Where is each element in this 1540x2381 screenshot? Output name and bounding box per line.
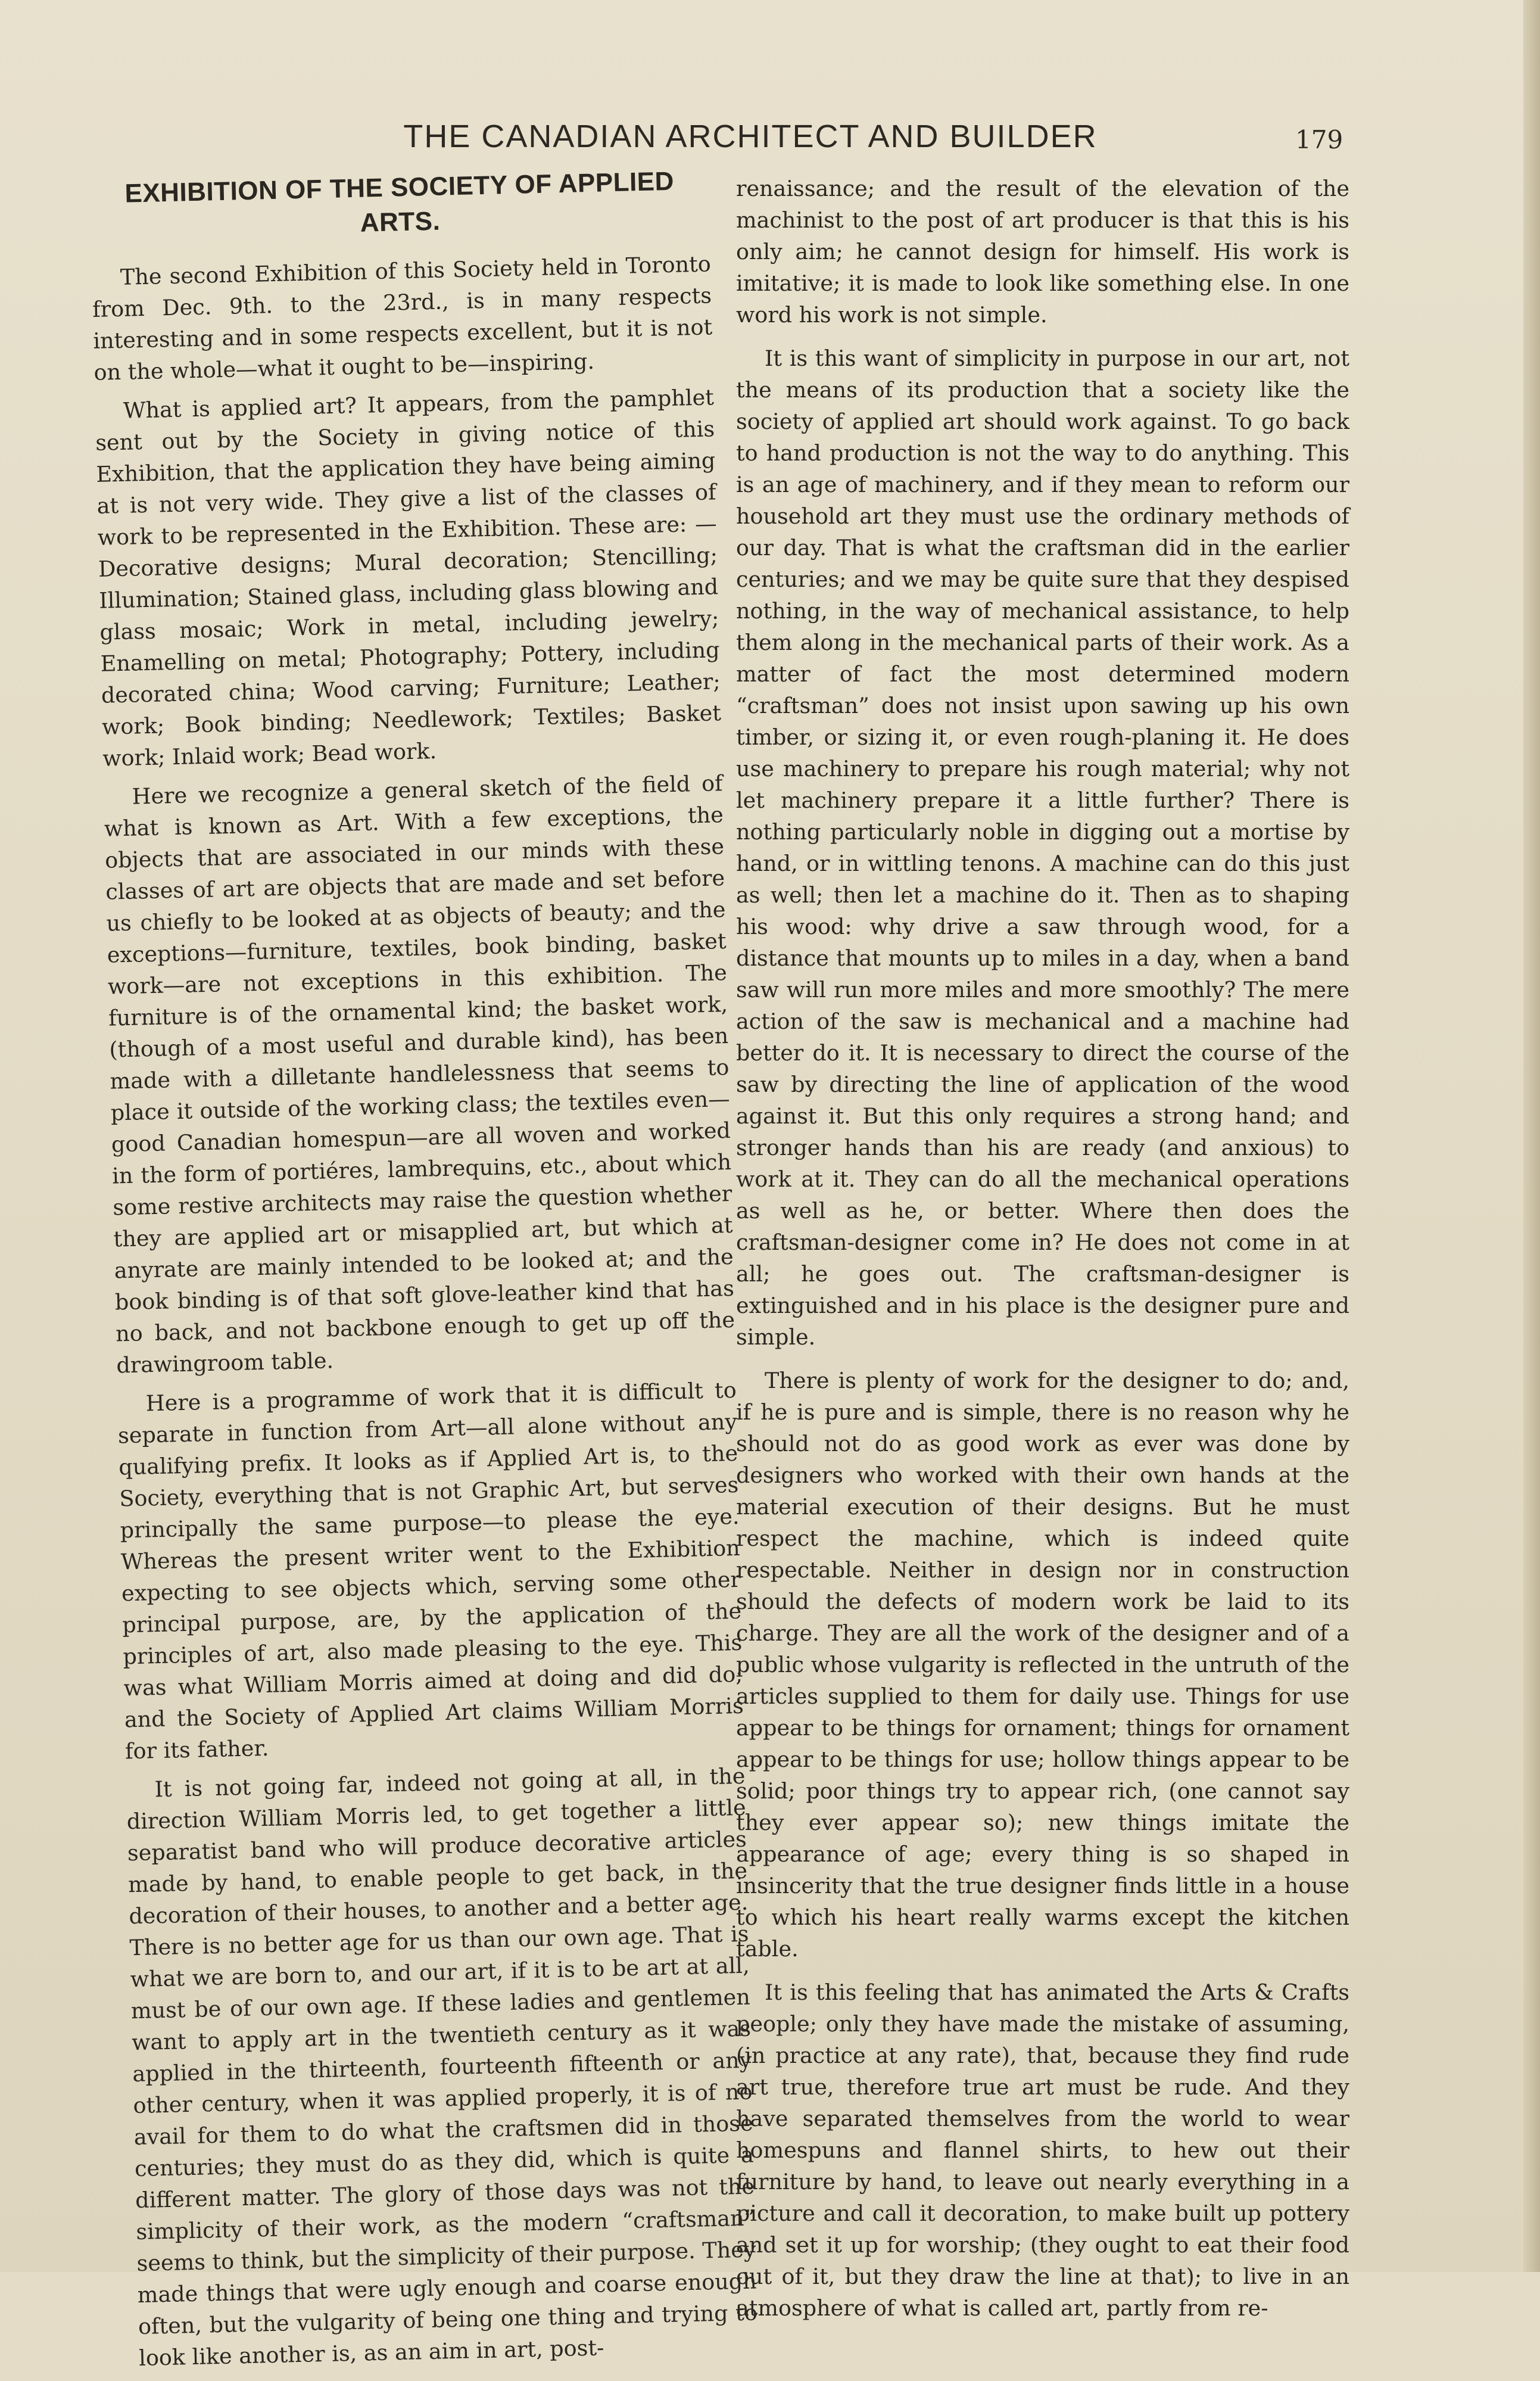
paragraph-continued: renaissance; and the result of the elevation of the machinist to the post of art producer is that this is his only aim; he cannot design for himself. His work is imitative; it is made to look like something else. In one word his work is not simple. [736, 176, 1349, 328]
paragraph: The second Exhibition of this Society held in Toronto from Dec. 9th. to the 23rd., is in many respects interesting and in some respects excellent, but it is not on the whole—what it ought to be—inspiring. [92, 251, 713, 385]
paragraph: It is this feeling that has animated the Arts & Crafts people; only they have made the mistake of assuming, (in practice at any rate), that, because they find rude art true, therefore true art must be rude. And they have separated themselves from the world to wear homespuns and flannel shirts, to hew out their furniture by hand, to leave out nearly everything in a picture and call it decoration, to make built up pottery and set it up for worship; (they ought to eat their food out of it, but they draw the line at that); to live in an atmosphere of what is called art, partly from re- [736, 1980, 1349, 2321]
right-column [736, 173, 1349, 2336]
paragraph: It is not going far, indeed not going at all, in the direction William Morris led, to get together a little separatist band who will produce decorative articles made by hand, to enable people to get back, in the decoration of their houses, to another and a better age. There is no better age for us than our own age. That is what we are born to, and our art, if it is to be art at all, must be of our own age. If these ladies and gentlemen want to apply art in the twentieth century as it was applied in the thirteenth, fourteenth fifteenth or any other century, when it was applied properly, it is of no avail for them to do what the craftsmen did in those centuries; they must do as they did, which is quite a different matter. The glory of those days was not the simplicity of their work, as the modern “craftsman” seems to think, but the simplicity of their purpose. They made things that were ugly enough and coarse enough often, but the vulgarity of being one thing and trying to look like another is, as an aim in art, post- [126, 1763, 758, 2371]
paragraph: Here is a programme of work that it is difficult to separate in function from Art—all alone without any qualifying prefix. It looks as if Applied Art is, to the Society, everything that is not Graphic Art, but serves principally the same purpose—to please the eye. Whereas the present writer went to the Exhibition expecting to see objects which, serving some other principal purpose, are, by the application of the principles of art, also made pleasing to the eye. This was what William Morris aimed at doing and did do; and the Society of Applied Art claims William Morris for its father. [117, 1377, 744, 1764]
journal-running-head: THE CANADIAN ARCHITECT AND BUILDER [403, 119, 1098, 154]
binding-edge [1523, 0, 1540, 2272]
paragraph: Here we recognize a general sketch of the field of what is known as Art. With a few exceptions, the objects that are associated in our minds with these classes of art are objects that are made and set before us chiefly to be looked at as objects of beauty; and the exceptions—furniture, textiles, book binding, basket work—are not exceptions in this exhibition. The furniture is of the ornamental kind; the basket work, (though of a most useful and durable kind), has been made with a dilletante handlelessness that seems to place it outside of the working class; the textiles even—good Canadian homespun—are all woven and worked in the form of portiéres, lambrequins, etc., about which some restive architects may raise the question whether they are applied art or misapplied art, but which at anyrate are mainly intended to be looked at; and the book binding is of that soft glove-leather kind that has no back, and not backbone enough to get up off the drawingroom table. [104, 770, 735, 1378]
paragraph: It is this want of simplicity in purpose in our art, not the means of its production that a society like the society of applied art should work against. To go back to hand production is not the way to do anything. This is an age of machinery, and if they mean to reform our household art they must use the ordinary methods of our day. That is what the craftsman did in the earlier centuries; and we may be quite sure that they despised nothing, in the way of mechanical assistance, to help them along in the mechanical parts of their work. As a matter of fact the most determined modern “craftsman” does not insist upon sawing up his own timber, or sizing it, or even rough-planing it. He does use machinery to prepare his rough material; why not let machinery prepare it a little further? There is nothing particularly noble in digging out a mortise by hand, or in wittling tenons. A machine can do this just as well; then let a machine do it. Then as to shaping his wood: why drive a saw through wood, for a distance that mounts up to miles in a day, when a band saw will run more miles and more smoothly? The mere action of the saw is mechanical and a machine had better do it. It is necessary to direct the course of the saw by directing the line of application of the wood against it. But this only requires a strong hand; and stronger hands than his are ready (and anxious) to work at it. They can do all the mechanical operations as well as he, or better. Where then does the craftsman-designer come in? He does not come in at all; he goes out. The craftsman-designer is extinguished and in his place is the designer pure and simple. [736, 346, 1349, 1350]
article-title: EXHIBITION OF THE SOCIETY OF APPLIED ARTS. [124, 166, 675, 238]
page-number: 179 [1295, 125, 1343, 154]
paragraph: What is applied art? It appears, from the pamphlet sent out by the Society in giving notice of this Exhibition, that the application they have being aiming at is not very wide. They give a list of the classes of work to be represented in the Exhibition. These are: —Decorative designs; Mural decoration; Stencilling; Illumination; Stained glass, including glass blowing and glass mosaic; Work in metal, including jewelry; Enamelling on metal; Photography; Pottery, including decorated china; Wood carving; Furniture; Leather; work; Book binding; Needlework; Textiles; Basket work; Inlaid work; Bead work. [95, 384, 722, 771]
left-column [89, 158, 759, 2381]
paragraph: There is plenty of work for the designer to do; and, if he is pure and is simple, there is no reason why he should not do as good work as ever was done by designers who worked with their own hands at the material execution of their designs. But he must respect the machine, which is indeed quite respectable. Neither in design nor in construction should the defects of modern work be laid to its charge. They are all the work of the designer and of a public whose vulgarity is reflected in the untruth of the articles supplied to them for daily use. Things for use appear to be things for ornament; things for ornament appear to be things for use; hollow things appear to be solid; poor things try to appear rich, (one cannot say they ever appear so); new things imitate the appearance of age; every thing is so shaped in insincerity that the true designer finds little in a house to which his heart really warms except the kitchen table. [736, 1368, 1349, 1962]
